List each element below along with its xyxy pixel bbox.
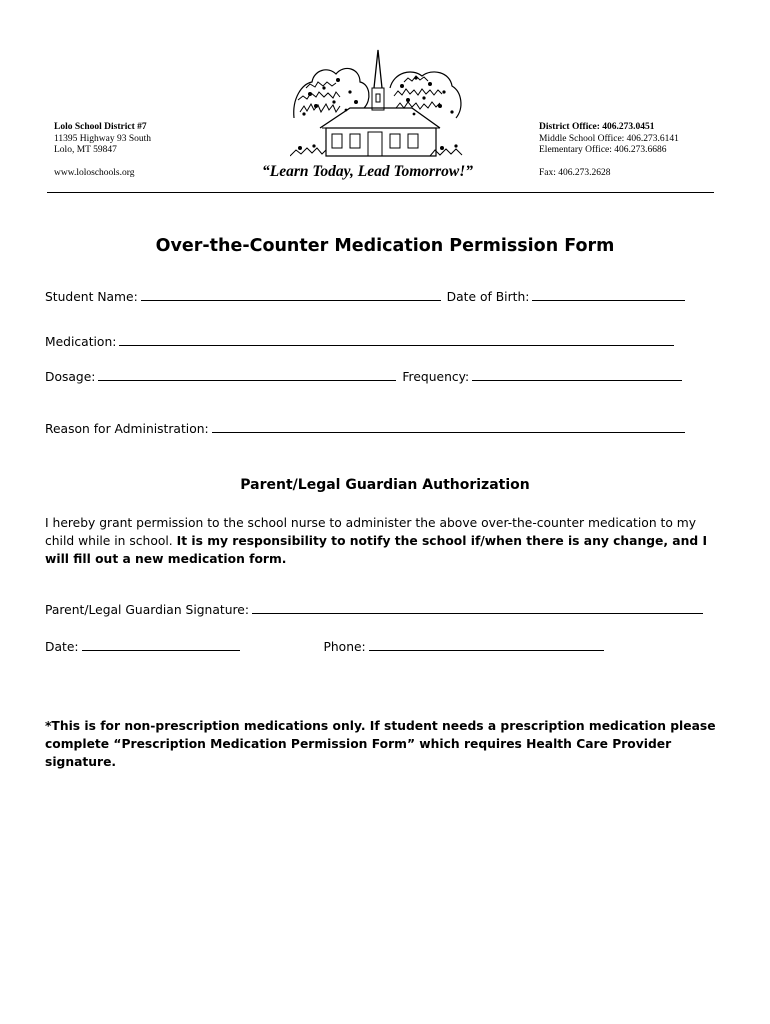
website-link[interactable]: www.loloschools.org — [54, 168, 135, 178]
authorization-responsibility-text: It is my responsibility to notify the school if/when there is any change, and I will fill out a new medication form. — [45, 534, 708, 566]
authorization-statement — [45, 514, 721, 568]
medication-label: Medication: — [45, 335, 117, 349]
elementary-office-phone: Elementary Office: 406.273.6686 — [539, 145, 667, 155]
form-title: Over-the-Counter Medication Permission Form — [155, 236, 615, 256]
letterhead-divider — [47, 192, 714, 193]
date-phone-row — [45, 638, 604, 654]
reason-field[interactable] — [212, 420, 685, 433]
phone-field[interactable] — [369, 638, 604, 651]
prescription-footnote: *This is for non-prescription medications only. If student needs a prescription medication please complete “Prescription Medication Permission Form” which requires Health Care Provider signature. — [45, 719, 716, 769]
address-line-2: Lolo, MT 59847 — [54, 145, 117, 155]
date-of-birth-label: Date of Birth: — [446, 290, 530, 304]
address-line-1: 11395 Highway 93 South — [54, 133, 152, 144]
district-address-block — [54, 122, 151, 157]
student-name-label: Student Name: — [45, 290, 138, 304]
dosage-frequency-row — [45, 368, 682, 384]
medication-field[interactable] — [119, 333, 674, 346]
dosage-field[interactable] — [98, 368, 396, 381]
student-name-field[interactable] — [141, 288, 441, 301]
reason-label: Reason for Administration: — [45, 422, 209, 436]
date-of-birth-field[interactable] — [532, 288, 685, 301]
district-office-phone: District Office: 406.273.0451 — [539, 122, 655, 132]
frequency-field[interactable] — [472, 368, 682, 381]
reason-row — [45, 420, 685, 436]
district-motto: “Learn Today, Lead Tomorrow!” — [262, 163, 473, 180]
school-building-logo — [290, 48, 466, 160]
dosage-label: Dosage: — [45, 370, 96, 384]
district-name: Lolo School District #7 — [54, 122, 147, 132]
authorization-text: I hereby grant permission to the school nurse to administer the above over-the-counter medication to my child while in school. — [45, 516, 697, 548]
fax-number: Fax: 406.273.2628 — [539, 168, 611, 178]
medication-row — [45, 333, 674, 349]
middle-school-office-phone: Middle School Office: 406.273.6141 — [539, 133, 679, 144]
contact-block — [539, 122, 679, 157]
signature-label: Parent/Legal Guardian Signature: — [45, 603, 249, 617]
student-name-row — [45, 288, 685, 304]
authorization-heading: Parent/Legal Guardian Authorization — [240, 477, 530, 493]
date-label: Date: — [45, 640, 79, 654]
signature-row — [45, 601, 703, 617]
date-field[interactable] — [82, 638, 240, 651]
frequency-label: Frequency: — [402, 370, 470, 384]
signature-field[interactable] — [252, 601, 703, 614]
phone-label: Phone: — [323, 640, 366, 654]
